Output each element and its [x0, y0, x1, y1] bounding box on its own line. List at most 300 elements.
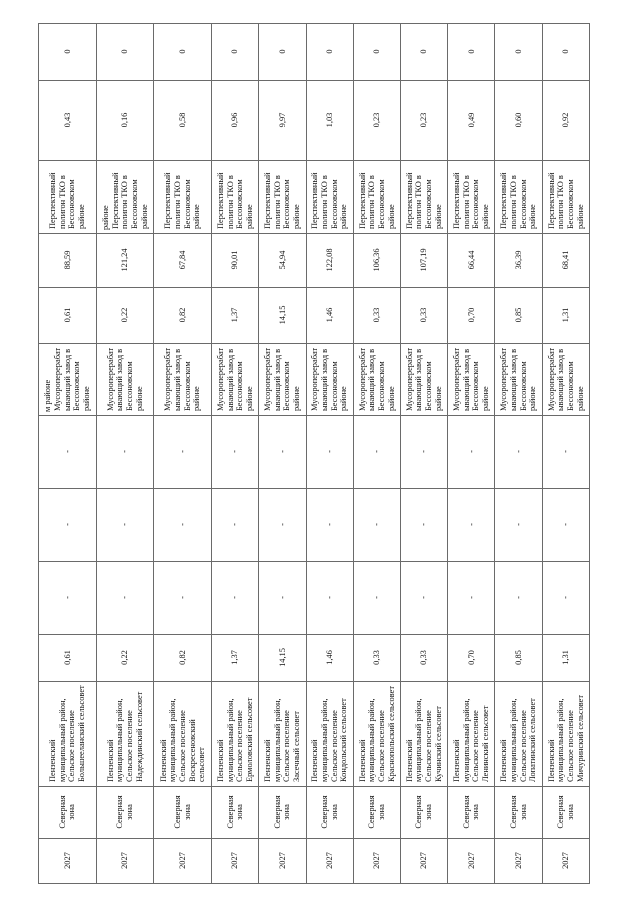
- year-cell-text: 2027: [466, 852, 476, 869]
- empty-cell-3: [154, 416, 212, 489]
- distance-cell-text: 67,84: [177, 250, 187, 270]
- value-cell: [401, 81, 448, 161]
- value-cell: [96, 81, 154, 161]
- zero-cell: [448, 24, 495, 81]
- facility-cell-text: Мусороперерабатывающий завод в Бессоновском районе: [105, 347, 144, 411]
- empty-cell-1: [306, 562, 353, 635]
- distance-cell: [259, 234, 306, 288]
- zero-cell-text: 0: [561, 49, 571, 54]
- zero-cell-text: 0: [419, 49, 429, 54]
- zero-cell-text: 0: [324, 49, 334, 54]
- empty-cell-3: [306, 416, 353, 489]
- zone-cell-text: Северная зона: [508, 795, 528, 829]
- zone-cell-text: Северная зона: [272, 795, 292, 829]
- zone-cell: [96, 787, 154, 839]
- year-cell: [401, 839, 448, 884]
- zero-cell: [401, 24, 448, 81]
- empty-cell-2: [353, 489, 400, 562]
- value-cell-text: 0,23: [372, 112, 382, 128]
- value-cell-text: 1,03: [324, 112, 334, 128]
- value-cell-text: 0,58: [177, 112, 187, 128]
- facility-mass-cell-text: 14,15: [277, 305, 287, 325]
- table-row: [212, 24, 259, 884]
- empty-cell-2-text: -: [372, 523, 382, 526]
- zero-cell-text: 0: [466, 49, 476, 54]
- empty-cell-3-text: -: [324, 450, 334, 453]
- zone-cell: [401, 787, 448, 839]
- mass-cell: [306, 635, 353, 682]
- year-cell: [448, 839, 495, 884]
- distance-cell-text: 66,44: [466, 250, 476, 270]
- table-body: [39, 24, 590, 884]
- empty-cell-3-text: -: [62, 450, 72, 453]
- empty-cell-2: [448, 489, 495, 562]
- settlement-cell: [542, 682, 589, 787]
- mass-cell-text: 0,82: [177, 650, 187, 665]
- mass-cell-text: 0,33: [419, 650, 429, 665]
- empty-cell-3-text: -: [561, 450, 571, 453]
- value-cell: [259, 81, 306, 161]
- zone-cell: [542, 787, 589, 839]
- distance-cell-text: 107,19: [419, 248, 429, 272]
- rotated-table-wrapper: [38, 24, 590, 884]
- empty-cell-1-text: -: [419, 596, 429, 599]
- year-cell-text: 2027: [372, 852, 382, 869]
- facility-mass-cell: [495, 288, 542, 344]
- year-cell: [306, 839, 353, 884]
- polygon-cell-text: Перспективный полигон ТКО в Бессоновском районе: [404, 172, 443, 229]
- distance-cell-text: 68,41: [561, 250, 571, 270]
- empty-cell-1: [353, 562, 400, 635]
- value-cell-text: 0,92: [561, 112, 571, 128]
- facility-mass-cell: [96, 288, 154, 344]
- facility-cell: [154, 344, 212, 416]
- empty-cell-2-text: -: [513, 523, 523, 526]
- settlement-cell-text: Пензенский муниципальный район, Сельское поселение Засечный сельсовет: [263, 698, 302, 782]
- empty-cell-1: [39, 562, 97, 635]
- distance-cell: [401, 234, 448, 288]
- distance-cell-text: 122,08: [324, 248, 334, 272]
- empty-cell-1-text: -: [230, 596, 240, 599]
- year-cell: [542, 839, 589, 884]
- polygon-cell: [401, 161, 448, 234]
- settlement-cell: [353, 682, 400, 787]
- distance-cell: [39, 234, 97, 288]
- facility-mass-cell-text: 1,37: [230, 307, 240, 323]
- mass-cell-text: 0,61: [62, 650, 72, 665]
- zero-cell: [306, 24, 353, 81]
- zone-cell: [154, 787, 212, 839]
- empty-cell-3: [259, 416, 306, 489]
- polygon-cell-text: Перспективный полигон ТКО в Бессоновском районе: [215, 172, 254, 229]
- value-cell-text: 0,43: [62, 112, 72, 128]
- facility-cell-text: Мусороперерабатывающий завод в Бессоновском районе: [163, 347, 202, 411]
- facility-cell: [495, 344, 542, 416]
- distance-cell: [448, 234, 495, 288]
- table-row: [39, 24, 97, 884]
- settlement-cell-text: Пензенский муниципальный район, Сельское поселение Большееланский сельсовет: [48, 685, 86, 782]
- facility-mass-cell: [154, 288, 212, 344]
- facility-cell-text: Мусороперерабатывающий завод в Бессоновском районе: [52, 347, 91, 411]
- polygon-cell-text: Перспективный полигон ТКО в Бессоновском районе: [110, 172, 149, 229]
- empty-cell-2: [154, 489, 212, 562]
- zone-cell: [495, 787, 542, 839]
- empty-cell-3: [353, 416, 400, 489]
- empty-cell-1: [448, 562, 495, 635]
- mass-cell: [39, 635, 97, 682]
- year-cell-text: 2027: [62, 852, 72, 869]
- facility-cell: [542, 344, 589, 416]
- empty-cell-3-text: -: [120, 450, 130, 453]
- zero-cell: [154, 24, 212, 81]
- empty-cell-3: [212, 416, 259, 489]
- empty-cell-3-text: -: [277, 450, 287, 453]
- mass-cell: [448, 635, 495, 682]
- facility-mass-cell: [259, 288, 306, 344]
- table-row: [96, 24, 154, 884]
- zero-cell: [542, 24, 589, 81]
- facility-mass-cell: [542, 288, 589, 344]
- zone-cell-text: Северная зона: [57, 795, 77, 829]
- mass-cell-text: 1,31: [561, 650, 571, 665]
- zero-cell-text: 0: [120, 49, 130, 54]
- zero-cell-text: 0: [230, 49, 240, 54]
- zone-cell-text: Северная зона: [367, 795, 386, 829]
- empty-cell-3-text: -: [513, 450, 523, 453]
- distance-cell-text: 54,94: [277, 250, 287, 270]
- settlement-cell: [96, 682, 154, 787]
- empty-cell-1-text: -: [324, 596, 334, 599]
- facility-mass-cell: [401, 288, 448, 344]
- mass-cell-text: 0,33: [372, 650, 382, 665]
- settlement-cell: [154, 682, 212, 787]
- year-cell: [212, 839, 259, 884]
- year-cell-text: 2027: [277, 852, 287, 869]
- mass-cell: [495, 635, 542, 682]
- facility-cell: [39, 344, 97, 416]
- zero-cell-text: 0: [177, 49, 187, 54]
- empty-cell-1: [212, 562, 259, 635]
- empty-cell-1-text: -: [277, 596, 287, 599]
- empty-cell-2-text: -: [177, 523, 187, 526]
- zero-cell-text: 0: [372, 49, 382, 54]
- empty-cell-2: [401, 489, 448, 562]
- polygon-cell-text: Перспективный полигон ТКО в Бессоновском районе: [48, 172, 86, 229]
- zone-cell-text: Северная зона: [556, 795, 575, 829]
- settlement-cell: [448, 682, 495, 787]
- facility-mass-cell-text: 0,70: [466, 307, 476, 323]
- year-cell: [353, 839, 400, 884]
- empty-cell-3: [542, 416, 589, 489]
- polygon-cell-text: Перспективный полигон ТКО в Бессоновском районе: [310, 172, 349, 229]
- value-cell-text: 0,23: [419, 112, 429, 128]
- distance-cell-text: 106,36: [372, 248, 382, 272]
- settlement-cell-text: Пензенский муниципальный район, Сельское поселение Воскресеновский сельсовет: [158, 698, 207, 782]
- empty-cell-1: [495, 562, 542, 635]
- value-cell: [154, 81, 212, 161]
- value-cell: [353, 81, 400, 161]
- polygon-cell-text: Перспективный полигон ТКО в Бессоновском районе: [163, 172, 202, 229]
- polygon-cell: [306, 161, 353, 234]
- zero-cell: [212, 24, 259, 81]
- zero-cell: [96, 24, 154, 81]
- value-cell: [39, 81, 97, 161]
- zone-cell-text: Северная зона: [173, 795, 192, 829]
- mass-cell-text: 0,70: [466, 650, 476, 665]
- distance-cell: [542, 234, 589, 288]
- settlement-cell-text: Пензенский муниципальный район, Сельское поселение Краснопольский сельсовет: [357, 685, 396, 782]
- empty-cell-1-text: -: [561, 596, 571, 599]
- settlement-cell: [212, 682, 259, 787]
- table-row: [542, 24, 589, 884]
- facility-cell-text: Мусороперерабатывающий завод в Бессоновском районе: [357, 347, 396, 411]
- empty-cell-1-text: -: [466, 596, 476, 599]
- mass-cell: [212, 635, 259, 682]
- value-cell-text: 0,16: [120, 112, 130, 128]
- empty-cell-3: [448, 416, 495, 489]
- empty-cell-3: [96, 416, 154, 489]
- table-row: [154, 24, 212, 884]
- empty-cell-3-text: -: [466, 450, 476, 453]
- empty-cell-2: [96, 489, 154, 562]
- value-cell: [306, 81, 353, 161]
- year-cell: [259, 839, 306, 884]
- empty-cell-2: [39, 489, 97, 562]
- mass-cell: [259, 635, 306, 682]
- facility-cell-text: Мусороперерабатывающий завод в Бессоновском районе: [452, 347, 490, 411]
- value-cell: [212, 81, 259, 161]
- empty-cell-2-text: -: [324, 523, 334, 526]
- settlement-cell-text: Пензенский муниципальный район, Сельское поселение Кучинский сельсовет: [404, 698, 443, 782]
- table-row: [353, 24, 400, 884]
- empty-cell-1: [401, 562, 448, 635]
- value-cell: [495, 81, 542, 161]
- settlement-cell-text: Пензенский муниципальный район, Сельское поселение Ленинский сельсовет: [452, 698, 490, 782]
- table-row: [259, 24, 306, 884]
- zone-cell: [212, 787, 259, 839]
- settlement-cell-text: Пензенский муниципальный район, Сельское поселение Надеждинский сельсовет: [105, 691, 144, 782]
- polygon-cell: [259, 161, 306, 234]
- value-cell: [448, 81, 495, 161]
- zone-cell-text: Северная зона: [461, 795, 481, 829]
- settlement-cell: [401, 682, 448, 787]
- empty-cell-1-text: -: [372, 596, 382, 599]
- facility-mass-cell-text: 0,61: [62, 307, 72, 323]
- polygon-cell: [448, 161, 495, 234]
- mass-cell: [401, 635, 448, 682]
- table-row: [495, 24, 542, 884]
- table-row: [448, 24, 495, 884]
- year-cell: [495, 839, 542, 884]
- zone-cell: [306, 787, 353, 839]
- facility-cell-text: Мусороперерабатывающий завод в Бессоновском районе: [263, 347, 302, 411]
- year-cell: [39, 839, 97, 884]
- carryover-fragment: районе: [100, 205, 110, 230]
- facility-mass-cell-text: 0,33: [419, 307, 429, 323]
- facility-mass-cell: [353, 288, 400, 344]
- empty-cell-2: [542, 489, 589, 562]
- empty-cell-2-text: -: [561, 523, 571, 526]
- value-cell-text: 0,49: [466, 112, 476, 128]
- zero-cell: [39, 24, 97, 81]
- value-cell-text: 0,96: [230, 112, 240, 128]
- facility-cell: [259, 344, 306, 416]
- empty-cell-3: [495, 416, 542, 489]
- empty-cell-1: [542, 562, 589, 635]
- year-cell: [96, 839, 154, 884]
- polygon-cell: [542, 161, 589, 234]
- year-cell-text: 2027: [419, 852, 429, 869]
- distance-cell-text: 36,39: [513, 250, 523, 270]
- facility-cell-text: Мусороперерабатывающий завод в Бессоновском районе: [404, 347, 443, 411]
- empty-cell-3-text: -: [230, 450, 240, 453]
- facility-cell: [212, 344, 259, 416]
- zone-cell: [259, 787, 306, 839]
- facility-mass-cell-text: 0,22: [120, 307, 130, 323]
- facility-mass-cell-text: 1,31: [561, 307, 571, 323]
- empty-cell-1-text: -: [513, 596, 523, 599]
- facility-cell-text: Мусороперерабатывающий завод в Бессоновском районе: [310, 347, 349, 411]
- empty-cell-1: [96, 562, 154, 635]
- empty-cell-2-text: -: [419, 523, 429, 526]
- facility-cell: [353, 344, 400, 416]
- year-cell-text: 2027: [513, 852, 523, 869]
- empty-cell-2-text: -: [277, 523, 287, 526]
- settlement-cell-text: Пензенский муниципальный район, Сельское поселение Кондольский сельсовет: [310, 698, 349, 782]
- empty-cell-3: [401, 416, 448, 489]
- zone-cell: [39, 787, 97, 839]
- distance-cell: [306, 234, 353, 288]
- year-cell: [154, 839, 212, 884]
- year-cell-text: 2027: [324, 852, 334, 869]
- carryover-fragment: м районе: [43, 379, 53, 412]
- empty-cell-2-text: -: [120, 523, 130, 526]
- year-cell-text: 2027: [120, 852, 130, 869]
- zero-cell-text: 0: [62, 49, 72, 54]
- value-cell: [542, 81, 589, 161]
- polygon-cell: [39, 161, 97, 234]
- settlement-cell: [259, 682, 306, 787]
- settlement-cell-text: Пензенский муниципальный район, Сельское поселение Ермоловский сельсовет: [215, 697, 254, 782]
- facility-mass-cell-text: 0,82: [177, 307, 187, 323]
- polygon-cell-text: Перспективный полигон ТКО в Бессоновском районе: [499, 172, 538, 229]
- zone-cell: [353, 787, 400, 839]
- value-cell-text: 0,60: [513, 112, 523, 128]
- distance-cell: [154, 234, 212, 288]
- polygon-cell-text: Перспективный полигон ТКО в Бессоновском районе: [452, 172, 490, 229]
- distance-cell: [96, 234, 154, 288]
- polygon-cell-text: Перспективный полигон ТКО в Бессоновском районе: [357, 172, 396, 229]
- settlement-cell-text: Пензенский муниципальный район, Сельское поселение Мичуринский сельсовет: [546, 694, 585, 782]
- polygon-cell: [96, 161, 154, 234]
- empty-cell-1-text: -: [62, 596, 72, 599]
- empty-cell-2-text: -: [230, 523, 240, 526]
- year-cell-text: 2027: [177, 852, 187, 869]
- mass-cell: [542, 635, 589, 682]
- facility-cell: [96, 344, 154, 416]
- table-row: [401, 24, 448, 884]
- empty-cell-2: [495, 489, 542, 562]
- facility-mass-cell-text: 1,46: [324, 307, 334, 323]
- facility-mass-cell: [39, 288, 97, 344]
- facility-cell-text: Мусороперерабатывающий завод в Бессоновском районе: [215, 347, 254, 411]
- facility-cell: [401, 344, 448, 416]
- mass-cell: [353, 635, 400, 682]
- empty-cell-3-text: -: [419, 450, 429, 453]
- mass-cell: [154, 635, 212, 682]
- zone-cell-text: Северная зона: [414, 795, 434, 829]
- zero-cell: [353, 24, 400, 81]
- empty-cell-3-text: -: [177, 450, 187, 453]
- empty-cell-1: [259, 562, 306, 635]
- facility-mass-cell: [448, 288, 495, 344]
- facility-cell: [448, 344, 495, 416]
- year-cell-text: 2027: [561, 852, 571, 869]
- mass-cell-text: 1,46: [324, 650, 334, 665]
- empty-cell-1: [154, 562, 212, 635]
- zero-cell-text: 0: [513, 49, 523, 54]
- polygon-cell-text: Перспективный полигон ТКО в Бессоновском районе: [546, 172, 585, 229]
- zone-cell-text: Северная зона: [115, 795, 135, 829]
- facility-mass-cell-text: 0,33: [372, 307, 382, 323]
- zone-cell-text: Северная зона: [319, 795, 339, 829]
- polygon-cell: [154, 161, 212, 234]
- polygon-cell-text: Перспективный полигон ТКО в Бессоновском районе: [263, 172, 302, 229]
- empty-cell-2: [212, 489, 259, 562]
- distance-cell-text: 88,59: [62, 250, 72, 270]
- facility-cell-text: Мусороперерабатывающий завод в Бессоновском районе: [499, 347, 538, 411]
- polygon-cell: [495, 161, 542, 234]
- settlement-cell: [495, 682, 542, 787]
- settlement-cell: [306, 682, 353, 787]
- empty-cell-2-text: -: [62, 523, 72, 526]
- value-cell-text: 9,97: [277, 112, 287, 128]
- zone-cell: [448, 787, 495, 839]
- empty-cell-3-text: -: [372, 450, 382, 453]
- mass-cell-text: 1,37: [230, 650, 240, 665]
- waste-flow-table: [38, 23, 590, 884]
- empty-cell-2: [259, 489, 306, 562]
- empty-cell-3: [39, 416, 97, 489]
- polygon-cell: [353, 161, 400, 234]
- polygon-cell: [212, 161, 259, 234]
- table-row: [306, 24, 353, 884]
- distance-cell: [212, 234, 259, 288]
- distance-cell: [495, 234, 542, 288]
- zone-cell-text: Северная зона: [225, 795, 245, 829]
- mass-cell-text: 14,15: [277, 648, 287, 667]
- distance-cell-text: 121,24: [120, 248, 130, 272]
- settlement-cell: [39, 682, 97, 787]
- facility-mass-cell: [212, 288, 259, 344]
- facility-cell-text: Мусороперерабатывающий завод в Бессоновском районе: [546, 347, 585, 411]
- empty-cell-2-text: -: [466, 523, 476, 526]
- facility-mass-cell: [306, 288, 353, 344]
- mass-cell-text: 0,85: [513, 650, 523, 665]
- mass-cell: [96, 635, 154, 682]
- mass-cell-text: 0,22: [120, 650, 130, 665]
- settlement-cell-text: Пензенский муниципальный район, Сельское поселение Лопатинский сельсовет: [499, 698, 538, 782]
- distance-cell: [353, 234, 400, 288]
- distance-cell-text: 90,01: [230, 250, 240, 270]
- zero-cell: [495, 24, 542, 81]
- facility-cell: [306, 344, 353, 416]
- empty-cell-1-text: -: [177, 596, 187, 599]
- facility-mass-cell-text: 0,85: [513, 307, 523, 323]
- zero-cell: [259, 24, 306, 81]
- empty-cell-2: [306, 489, 353, 562]
- year-cell-text: 2027: [230, 852, 240, 869]
